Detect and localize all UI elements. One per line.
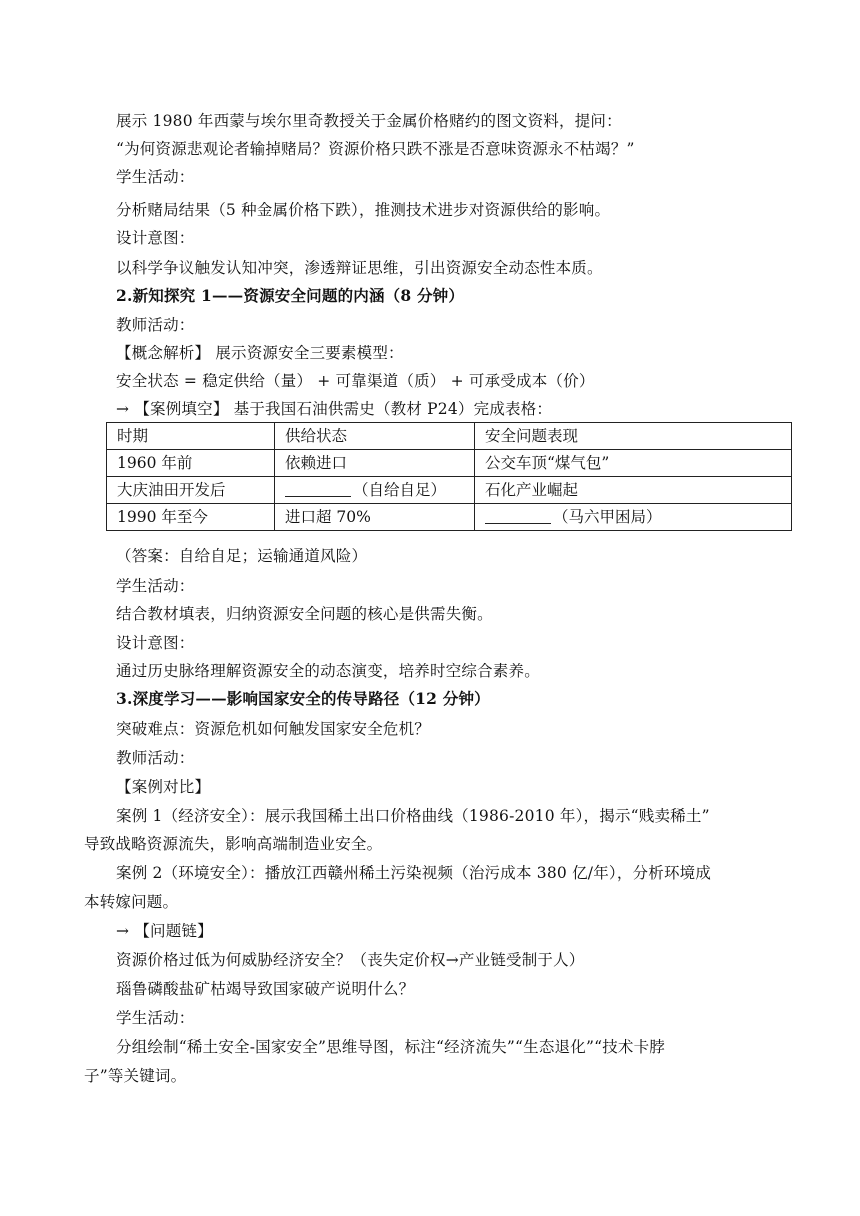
section3-student-text-cont: 子”等关键词。 [84,1067,187,1085]
section3-student-label: 学生活动： [116,1009,195,1027]
section3-student-text: 分组绘制“稀土安全-国家安全”思维导图，标注“经济流失”“生态退化”“技术卡脖 [116,1038,666,1056]
intro-intent-text: 以科学争议触发认知冲突，渗透辩证思维，引出资源安全动态性本质。 [116,259,603,277]
case2-text-cont: 本转嫁问题。 [84,893,179,911]
table-cell: （马六甲困局） [553,508,662,526]
section2-intent-label: 设计意图： [116,634,195,652]
section2-intent-text: 通过历史脉络理解资源安全的动态演变，培养时空综合素养。 [116,662,540,680]
intro-student-label: 学生活动： [116,168,195,186]
section3-heading: 3.深度学习——影响国家安全的传导路径（12 分钟） [116,689,490,708]
section2-student-label: 学生活动： [116,577,195,595]
case2-text: 案例 2（环境安全）：播放江西赣州稀土污染视频（治污成本 380 亿/年），分析环境成 [116,864,712,882]
table-cell: 大庆油田开发后 [107,477,275,504]
case1-text: 案例 1（经济安全）：展示我国稀土出口价格曲线（1986-2010 年），揭示“贱卖稀土” [116,807,710,825]
intro-intent-label: 设计意图： [116,229,195,247]
section3-teacher-label: 教师活动： [116,749,195,767]
table-cell: 1990 年至今 [107,504,275,531]
table-cell-fill-blank [275,477,475,504]
table-header-cell: 安全问题表现 [475,423,792,450]
table-row [107,450,792,477]
case-compare-heading: 【案例对比】 [116,778,211,796]
fill-blank-line [485,509,551,524]
oil-supply-table [106,422,792,531]
case-fill-text: → 【案例填空】 基于我国石油供需史（教材 P24）完成表格： [116,400,553,418]
answer-text: （答案：自给自足；运输通道风险） [116,547,368,565]
table-cell: 石化产业崛起 [475,477,792,504]
intro-student-text: 分析赌局结果（5 种金属价格下跌），推测技术进步对资源供给的影响。 [116,201,611,219]
table-cell: 公交车顶“煤气包” [475,450,792,477]
fill-blank-line [285,482,351,497]
table-cell-fill-blank [475,504,792,531]
difficulty-text: 突破难点：资源危机如何触发国家安全危机？ [116,720,431,738]
question-2: 瑙鲁磷酸盐矿枯竭导致国家破产说明什么？ [116,980,415,998]
table-cell: 进口超 70% [275,504,475,531]
table-row [107,477,792,504]
table-cell: （自给自足） [353,481,447,499]
intro-show-text: 展示 1980 年西蒙与埃尔里奇教授关于金属价格赌约的图文资料，提问： [116,112,622,130]
table-row [107,504,792,531]
table-cell: 1960 年前 [107,450,275,477]
intro-question: “为何资源悲观论者输掉赌局？资源价格只跌不涨是否意味资源永不枯竭？” [116,140,635,158]
section2-student-text: 结合教材填表，归纳资源安全问题的核心是供需失衡。 [116,605,493,623]
table-header-row [107,423,792,450]
section2-teacher-label: 教师活动： [116,316,195,334]
question-1: 资源价格过低为何威胁经济安全？（丧失定价权→产业链受制于人） [116,951,585,969]
question-chain-heading: → 【问题链】 [116,922,213,940]
table-header-cell: 供给状态 [275,423,475,450]
case1-text-cont: 导致战略资源流失，影响高端制造业安全。 [84,835,383,853]
table-cell: 依赖进口 [275,450,475,477]
section2-heading: 2.新知探究 1——资源安全问题的内涵（8 分钟） [116,286,465,305]
table-header-cell: 时期 [107,423,275,450]
formula-text: 安全状态 = 稳定供给（量） + 可靠渠道（质） + 可承受成本（价） [116,372,595,390]
concept-text: 【概念解析】 展示资源安全三要素模型： [116,344,404,362]
